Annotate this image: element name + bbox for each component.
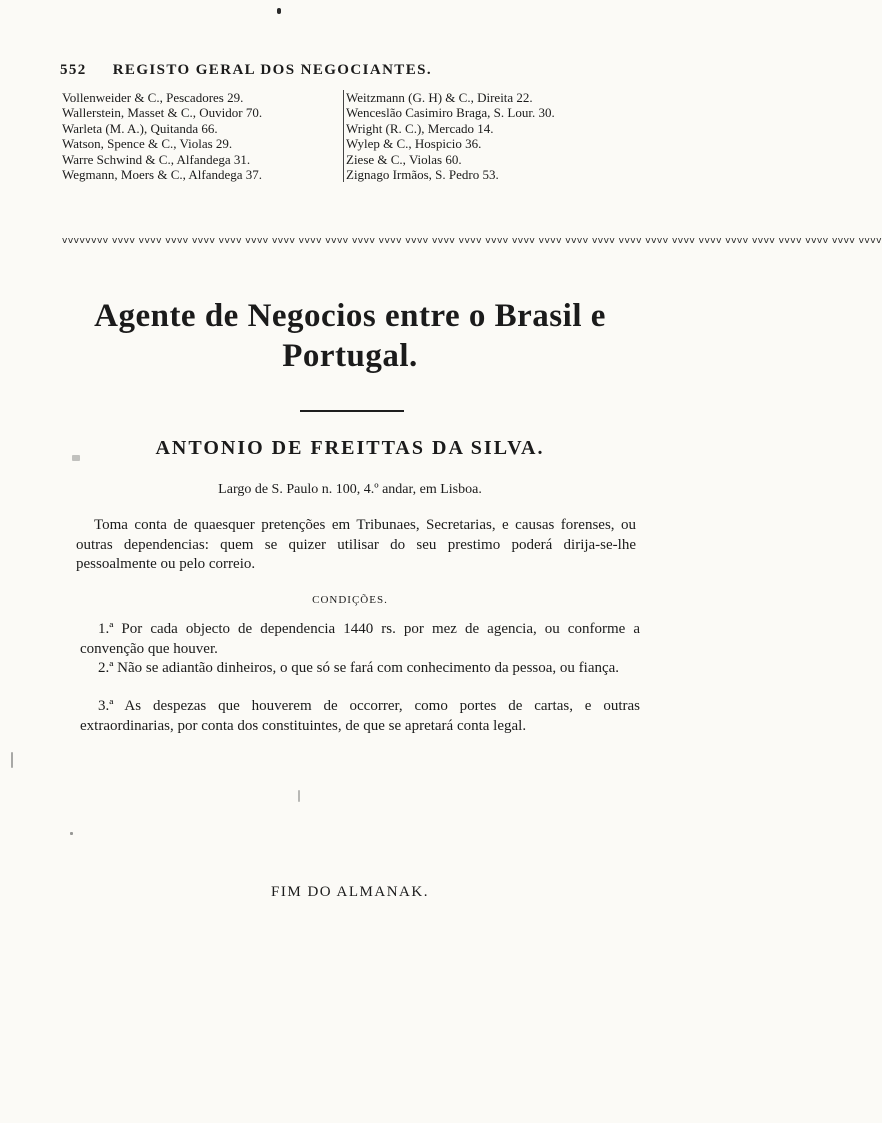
directory-entry: Wylep & C., Hospicio 36. (346, 136, 482, 152)
directory-entry: Warleta (M. A.), Quitanda 66. (62, 120, 218, 136)
title-rule (300, 410, 404, 412)
running-header (60, 62, 620, 79)
directory-entry: Zignago Irmãos, S. Pedro 53. (346, 167, 499, 183)
directory-entry: Wallerstein, Masset & C., Ouvidor 70. (62, 105, 263, 121)
directory-entry: Wenceslão Casimiro Braga, S. Lour. 30. (346, 105, 555, 121)
paper-speck (70, 832, 73, 835)
decorative-divider: vvvvvvvv vvvv vvvv vvvv vvvv vvvv vvvv vvvv vvvv vvvv vvvv vvvv vvvv vvvv vvvv vvvv vvvv vvvv vvvv vvvv vvvv vvvv vvvv vvvv vvvv vvvv vvvv vvvv vvvv vvvv (62, 236, 882, 246)
agent-name: ANTONIO DE FREITTAS DA SILVA. (155, 437, 545, 459)
condition-item: 3.ª As despezas que houverem de occorrer, como portes de cartas, e outras extraordinarias, por conta dos constituintes, de que se apretará conta legal. (80, 698, 640, 734)
page-number: 552 (60, 62, 87, 78)
end-of-almanac: FIM DO ALMANAK. (271, 884, 429, 900)
directory-entry: Vollenweider & C., Pescadores 29. (62, 90, 244, 105)
directory-right-column (343, 90, 636, 182)
condition-item: 1.ª Por cada objecto de dependencia 1440 rs. por mez de agencia, ou conforme a convenção que houver. (80, 621, 640, 657)
directory-entry: Wegmann, Moers & C., Alfandega 37. (62, 167, 263, 183)
agent-address: Largo de S. Paulo n. 100, 4.º andar, em Lisboa. (218, 482, 482, 497)
running-title: REGISTO GERAL DOS NEGOCIANTES. (112, 62, 433, 78)
directory-entry: Weitzmann (G. H) & C., Direita 22. (346, 90, 533, 105)
page-mark (277, 8, 281, 14)
paper-speck (72, 455, 80, 461)
conditions-heading: CONDIÇÕES. (312, 594, 388, 606)
condition-item: 2.ª Não se adiantão dinheiros, o que só se fará com conhecimento da pessoa, ou fiança. (98, 660, 620, 676)
advert-intro-paragraph: Toma conta de quaesquer pretenções em Tribunaes, Secretarias, e causas forenses, ou outras dependencias: quem se quizer utilisar do seu prestimo poderá dirija-se-lhe pessoalmente ou pelo correio. (76, 517, 636, 572)
paper-speck (11, 752, 13, 768)
paper-speck (298, 790, 300, 802)
directory-entry: Ziese & C., Violas 60. (346, 151, 462, 167)
directory-left-column (62, 90, 338, 182)
directory-entry: Watson, Spence & C., Violas 29. (62, 136, 233, 152)
advert-title: Agente de Negocios entre o Brasil e Portugal. (94, 298, 606, 374)
directory-entry: Wright (R. C.), Mercado 14. (346, 120, 494, 136)
directory-entry: Warre Schwind & C., Alfandega 31. (62, 151, 251, 167)
